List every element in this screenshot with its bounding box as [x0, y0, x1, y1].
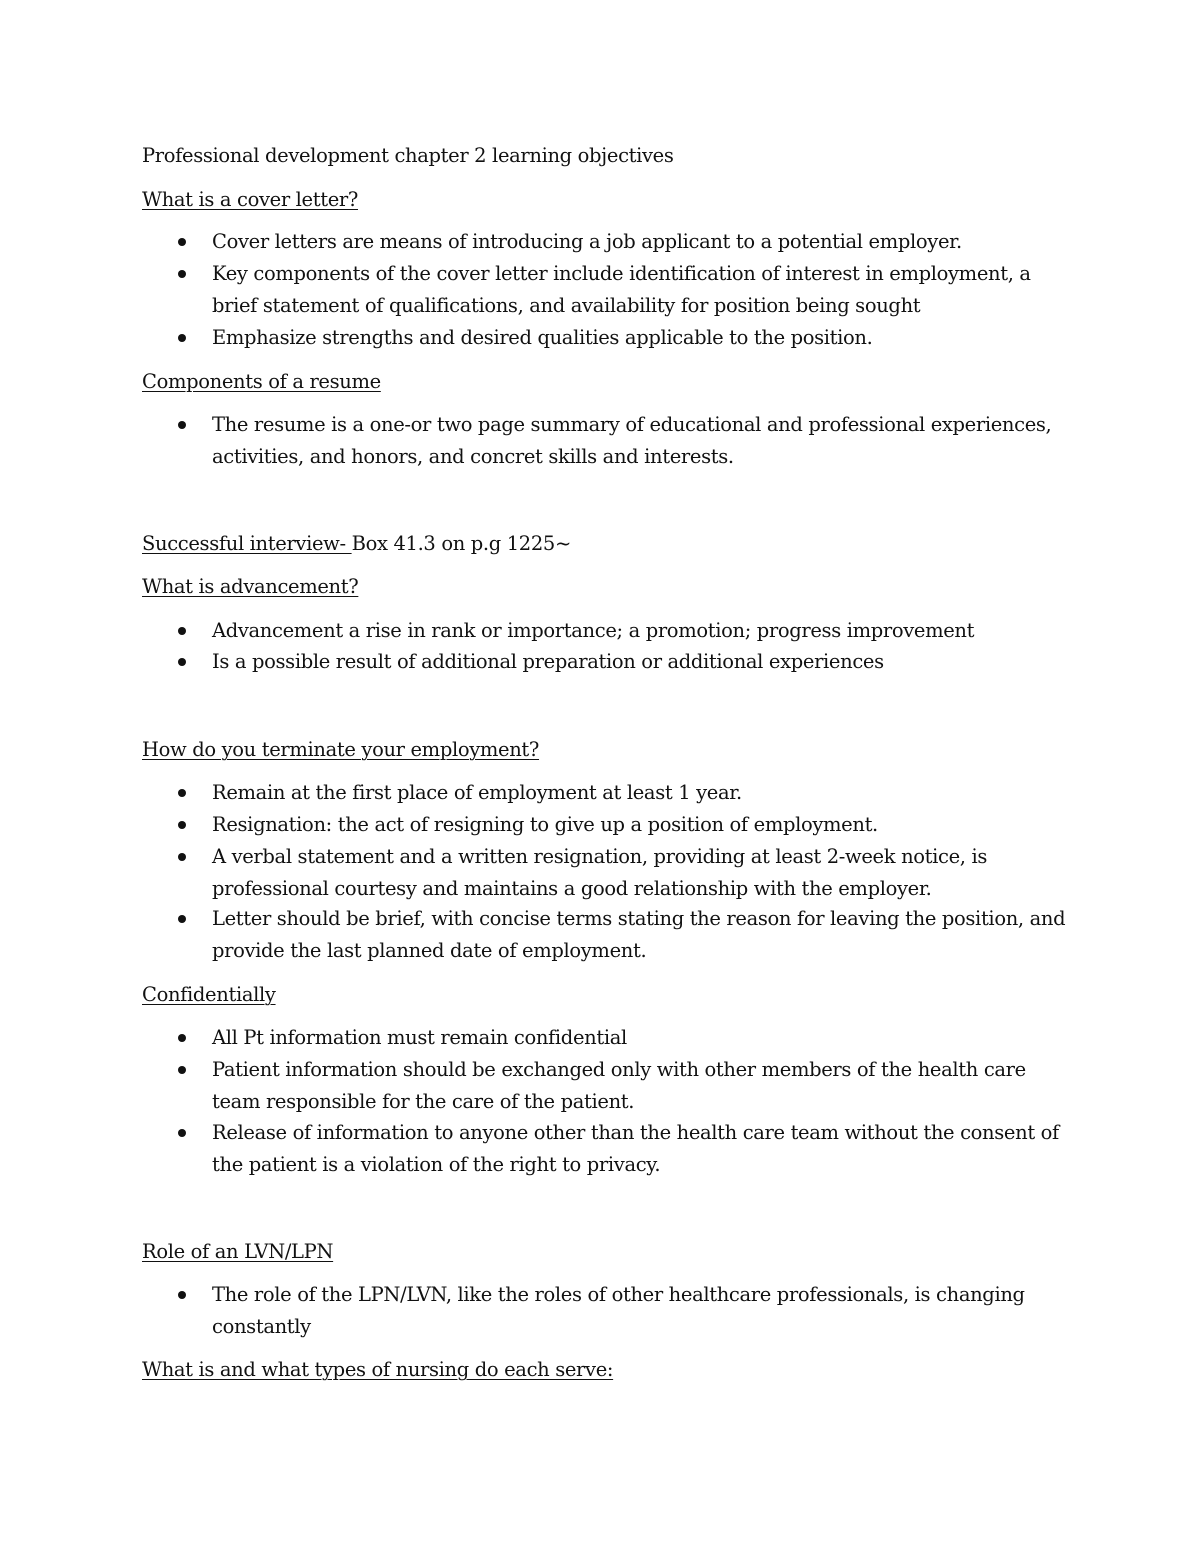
- bullet-icon: [178, 1034, 186, 1042]
- list-item: Letter should be brief, with concise terms stating the reason for leaving the position, and provide the last planned date of employment.: [212, 907, 1066, 962]
- list-item: Key components of the cover letter include identification of interest in employment, a brief statement of qualifications, and availability for position being sought: [212, 262, 1031, 317]
- list-item: Advancement a rise in rank or importance; a promotion; progress improvement: [212, 619, 975, 642]
- bullet-icon: [178, 821, 186, 829]
- heading-advancement: What is advancement?: [142, 575, 359, 598]
- list-item: Release of information to anyone other than the health care team without the consent of the patient is a violation of the right to privacy.: [212, 1121, 1059, 1176]
- list-item: The resume is a one-or two page summary of educational and professional experiences, activities, and honors, and concret skills and interests.: [212, 413, 1052, 468]
- bullet-icon: [178, 915, 186, 923]
- list-item: Patient information should be exchanged only with other members of the health care team responsible for the care of the patient.: [212, 1058, 1026, 1113]
- heading-resume: Components of a resume: [142, 370, 381, 393]
- bullet-icon: [178, 789, 186, 797]
- list-item: Emphasize strengths and desired qualities applicable to the position.: [212, 326, 873, 349]
- bullet-icon: [178, 1291, 186, 1299]
- list-item: Remain at the first place of employment at least 1 year.: [212, 781, 742, 804]
- list-item: The role of the LPN/LVN, like the roles of other healthcare professionals, is changing constantly: [212, 1283, 1025, 1338]
- bullet-icon: [178, 238, 186, 246]
- heading-role: Role of an LVN/LPN: [142, 1240, 334, 1263]
- bullet-icon: [178, 627, 186, 635]
- heading-cover-letter: What is a cover letter?: [142, 188, 358, 211]
- bullet-icon: [178, 853, 186, 861]
- document-title: Professional development chapter 2 learning objectives: [142, 144, 674, 167]
- heading-confidentially: Confidentially: [142, 983, 276, 1006]
- list-item: Is a possible result of additional preparation or additional experiences: [212, 650, 884, 673]
- list-item: Cover letters are means of introducing a job applicant to a potential employer.: [212, 230, 962, 253]
- list-item: All Pt information must remain confidential: [212, 1026, 627, 1049]
- bullet-icon: [178, 1129, 186, 1137]
- interview-line: [142, 532, 571, 556]
- bullet-icon: [178, 421, 186, 429]
- heading-nursing-types: What is and what types of nursing do each serve:: [142, 1358, 614, 1381]
- list-item: Resignation: the act of resigning to give up a position of employment.: [212, 813, 878, 836]
- heading-interview: Successful interview-: [142, 532, 352, 555]
- heading-terminate: How do you terminate your employment?: [142, 738, 540, 761]
- list-item: A verbal statement and a written resignation, providing at least 2-week notice, is professional courtesy and maintains a good relationship with the employer.: [212, 845, 988, 900]
- bullet-icon: [178, 658, 186, 666]
- bullet-icon: [178, 1066, 186, 1074]
- interview-reference: Box 41.3 on p.g 1225~: [351, 532, 571, 555]
- bullet-icon: [178, 334, 186, 342]
- bullet-icon: [178, 270, 186, 278]
